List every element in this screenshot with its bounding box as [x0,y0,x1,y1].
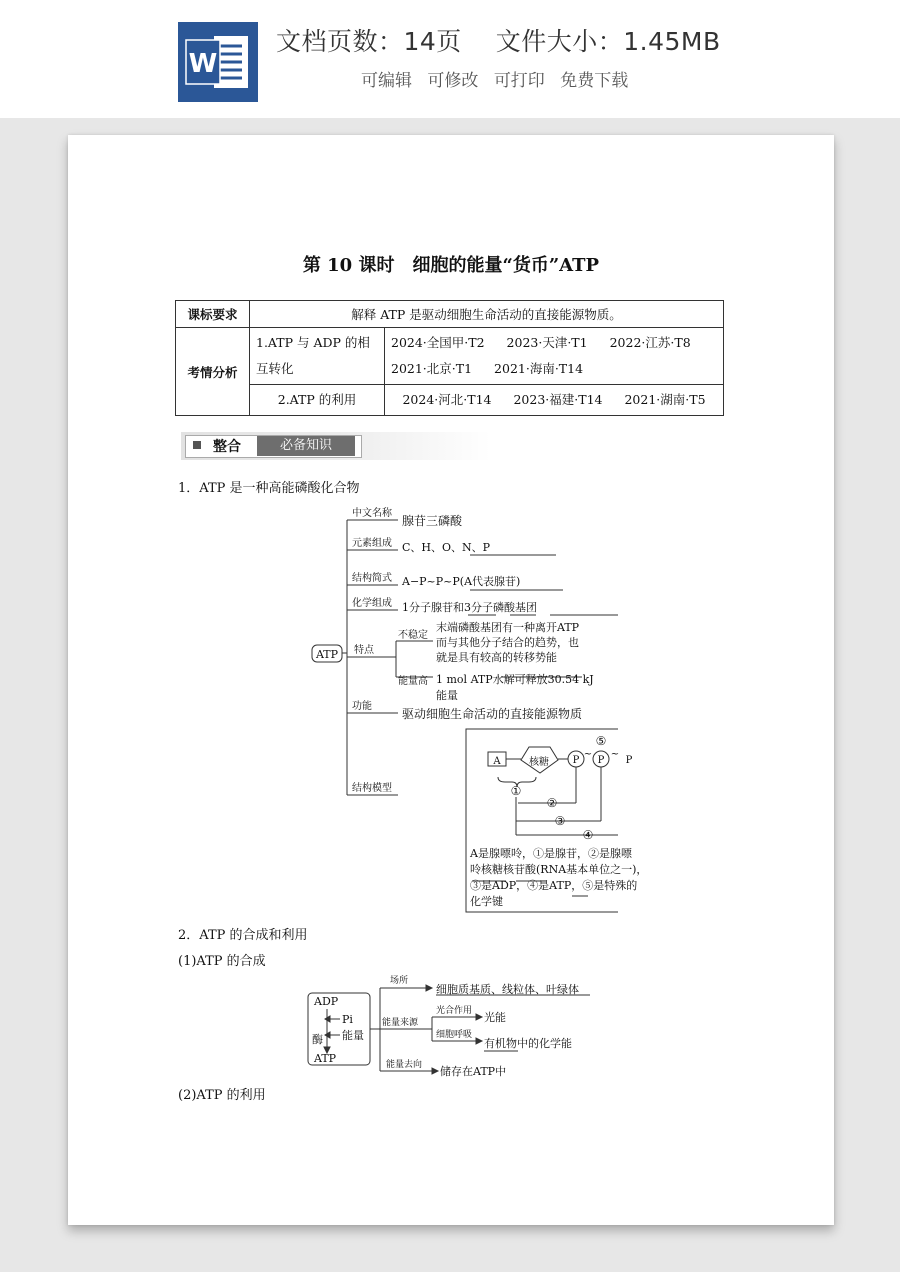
page-title: 第 10 课时 细胞的能量“货币”ATP [302,255,600,276]
curriculum-table [175,300,724,416]
model-caption: A是腺嘌呤，①是腺苷，②是腺嘌 [470,847,632,860]
photosynthesis-label: 光合作用 [436,1006,473,1016]
label-4: ④ [582,828,594,842]
branch-function-label: 功能 [352,701,372,712]
subitem-1-heading: (1)ATP 的合成 [178,954,266,969]
modifiable-label: 可修改 [427,71,479,91]
branch-name-value: 腺苷三磷酸 [402,514,463,528]
branch-name-label: 中文名称 [352,508,392,519]
square-bullet-icon [193,441,201,449]
model-caption: 化学键 [470,895,503,908]
adenine-box: A [493,756,501,767]
photosynthesis-value: 光能 [484,1011,506,1024]
adp-label: ADP [314,995,339,1008]
energy-input-label: 能量 [342,1029,364,1042]
document-page [68,135,834,1225]
energy-label: 能量高 [398,676,428,687]
place-label: 场所 [390,976,409,986]
atp-product-label: ATP [314,1052,337,1065]
unstable-text: 而与其他分子结合的趋势，也 [436,636,579,649]
file-actions [361,66,638,91]
topic-cell: 1.ATP 与 ADP 的相互转化 [250,328,385,385]
model-caption: ③是ADP，④是ATP，⑤是特殊的 [470,879,638,892]
requirement-cell: 解释 ATP 是驱动细胞生命活动的直接能源物质。 [250,301,724,328]
place-value: 细胞质基质、线粒体、叶绿体 [436,983,579,996]
label-3: ③ [554,814,566,828]
source-label: 能量来源 [382,1018,419,1028]
exam-ref: 2024·河北·T14 [402,392,492,407]
branch-model-label: 结构模型 [352,783,392,794]
exam-ref: 2023·天津·T1 [506,335,588,350]
section-tag: 必备知识 [257,436,355,456]
energy-text: 1 mol ATP水解可释放30.54 kJ [436,673,594,686]
branch-formula-value: A−P~P~P(A代表腺苷) [402,575,521,588]
printable-label: 可打印 [493,71,545,91]
phosphate-3: P [625,755,633,766]
branch-composition-label: 化学组成 [352,598,392,609]
model-caption: 呤核糖核苷酸(RNA基本单位之一)， [470,863,648,876]
svg-text:~: ~ [610,749,620,760]
atp-concept-map [298,503,618,915]
branch-feature-label: 特点 [354,645,374,656]
exam-ref: 2023·福建·T14 [513,392,603,407]
atp-synthesis-diagram [304,975,604,1081]
unstable-text: 末端磷酸基团有一种离开ATP [436,621,580,634]
respiration-value: 有机物中的化学能 [484,1037,572,1050]
phosphate-1: P [572,755,580,766]
item-2-heading: 2．ATP 的合成和利用 [178,928,308,943]
branch-elements-value: C、H、O、N、P [402,541,491,554]
enzyme-label: 酶 [312,1033,323,1046]
label-2: ② [546,796,558,810]
exam-ref: 2021·北京·T1 [391,361,473,376]
branch-composition-value: 1分子腺苷和3分子磷酸基团 [402,601,537,614]
svg-text:W: W [188,49,218,79]
exam-ref: 2021·湖南·T5 [624,392,706,407]
table-row [176,328,724,385]
exam-ref: 2021·海南·T14 [494,361,584,376]
branch-elements-label: 元素组成 [352,538,392,549]
branch-formula-label: 结构简式 [352,573,392,584]
respiration-label: 细胞呼吸 [436,1030,473,1040]
editable-label: 可编辑 [361,71,412,91]
exam-ref: 2024·全国甲·T2 [391,335,485,350]
destination-value: 储存在ATP中 [440,1065,507,1078]
section-label: 整合 [213,439,241,455]
file-stats: 文档页数：14页 文件大小：1.45MB [276,27,721,56]
download-banner [0,0,900,118]
topic-cell: 2.ATP 的利用 [250,385,385,416]
label-5: ⑤ [595,734,607,748]
subitem-2-heading: (2)ATP 的利用 [178,1088,266,1103]
requirement-header: 课标要求 [176,301,250,328]
pi-label: Pi [342,1013,353,1026]
word-document-icon [178,22,258,102]
section-banner [181,432,491,460]
ribose-pentagon: 核糖 [529,757,549,768]
phosphate-2: P [597,755,605,766]
exam-cell [385,328,724,385]
energy-text: 能量 [436,689,458,702]
svg-text:~: ~ [583,749,593,760]
free-download-label: 免费下载 [560,71,629,91]
exam-cell [385,385,724,416]
analysis-header: 考情分析 [176,328,250,416]
unstable-text: 就是具有较高的转移势能 [436,651,557,664]
label-1: ① [510,784,522,798]
exam-ref: 2022·江苏·T8 [609,335,691,350]
item-1-heading: 1．ATP 是一种高能磷酸化合物 [178,481,360,496]
branch-function-value: 驱动细胞生命活动的直接能源物质 [402,707,583,721]
atp-root: ATP [315,648,339,661]
table-row [176,385,724,416]
unstable-label: 不稳定 [398,630,428,641]
destination-label: 能量去向 [386,1060,423,1070]
table-row [176,301,724,328]
